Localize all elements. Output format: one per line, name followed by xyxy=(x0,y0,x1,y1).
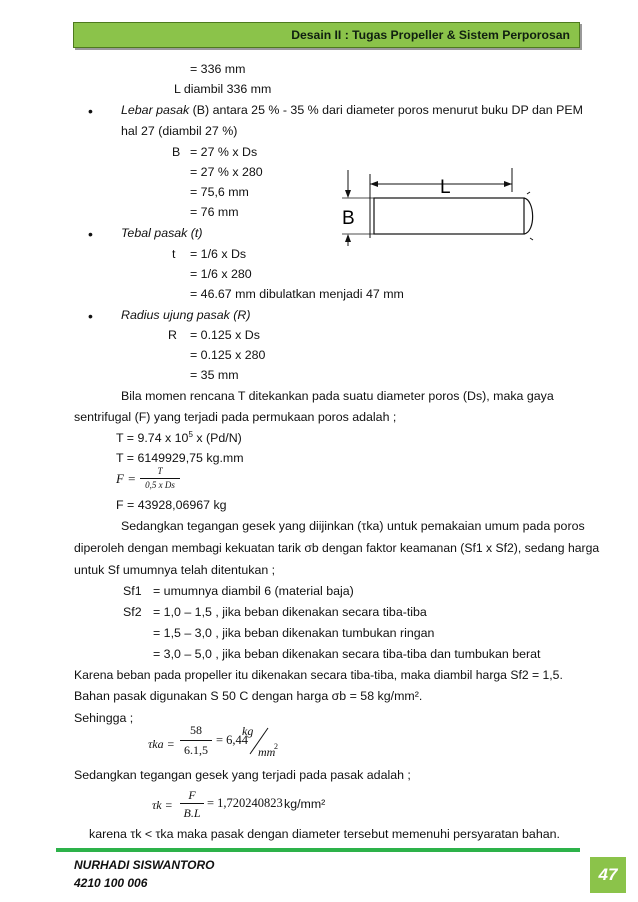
formula-tka-label: τka = xyxy=(148,737,175,751)
formula-tk-numerator: F xyxy=(188,788,196,802)
text-line: = 1/6 x Ds xyxy=(190,247,247,261)
text-line: T = 6149929,75 kg.mm xyxy=(116,451,244,465)
text-line: = 75,6 mm xyxy=(190,185,249,199)
formula-tk-unit: kg/mm² xyxy=(284,797,326,811)
label: Sf1 xyxy=(123,584,142,598)
page-header xyxy=(73,22,580,48)
page-number: 47 xyxy=(598,865,618,884)
text-line: = umumnya diambil 6 (material baja) xyxy=(153,584,354,598)
formula-f-numerator: T xyxy=(157,466,163,476)
formula-f-denominator: 0,5 x Ds xyxy=(145,480,175,490)
key-diagram xyxy=(330,160,545,250)
text-line: Lebar pasak (B) antara 25 % - 35 % dari diameter poros menurut buku DP dan PEM xyxy=(121,103,583,117)
formula-tka-numerator: 58 xyxy=(190,723,202,737)
text-line: = 1,5 – 3,0 , jika beban dikenakan tumbukan ringan xyxy=(153,626,435,640)
text-line: = 76 mm xyxy=(190,205,239,219)
label: B xyxy=(172,145,181,159)
text-line: Bila momen rencana T ditekankan pada suatu diameter poros (Ds), maka gaya xyxy=(121,389,554,403)
fraction-line xyxy=(140,478,180,479)
text-line: sentrifugal (F) yang terjadi pada permukaan poros adalah ; xyxy=(74,410,397,424)
author-id: 4210 100 006 xyxy=(74,876,148,890)
text-line: = 0.125 x Ds xyxy=(190,328,260,342)
text-line: Bahan pasak digunakan S 50 C dengan harga σb = 58 kg/mm². xyxy=(74,689,423,703)
text-line: Radius ujung pasak (R) xyxy=(121,308,251,322)
fraction-line xyxy=(180,740,212,741)
text-line: = 35 mm xyxy=(190,368,239,382)
text-line: = 27 % x 280 xyxy=(190,165,263,179)
text-line: hal 27 (diambil 27 %) xyxy=(121,124,238,138)
text-line: Karena beban pada propeller itu dikenakan secara tiba-tiba, maka diambil harga Sf2 = 1,5. xyxy=(74,668,563,682)
formula-tk-denominator: B.L xyxy=(183,806,201,820)
label: Sf2 xyxy=(123,605,142,619)
bullet-icon: • xyxy=(88,308,93,324)
text-line: Sedangkan tegangan gesek yang diijinkan (τka) untuk pemakaian umum pada poros xyxy=(121,519,585,533)
text-line: F = 43928,06967 kg xyxy=(116,498,227,512)
fraction-line xyxy=(180,803,204,804)
text-line: untuk Sf umumnya telah ditentukan ; xyxy=(74,563,276,577)
formula-f-label: F = xyxy=(116,471,136,486)
text-line: = 3,0 – 5,0 , jika beban dikenakan secara tiba-tiba dan tumbukan berat xyxy=(153,647,541,661)
text-line: = 0.125 x 280 xyxy=(190,348,266,362)
text-line: karena τk < τka maka pasak dengan diameter tersebut memenuhi persyaratan bahan. xyxy=(89,827,560,841)
formula-tka-denominator: 6.1,5 xyxy=(184,743,208,757)
text-line: = 27 % x Ds xyxy=(190,145,258,159)
text-line: = 336 mm xyxy=(190,62,246,76)
text-line: = 1/6 x 280 xyxy=(190,267,252,281)
formula-tk-result: = 1,720240823 xyxy=(207,796,283,810)
diagram-label-b: B xyxy=(342,208,355,229)
text-line: = 1,0 – 1,5 , jika beban dikenakan secara tiba-tiba xyxy=(153,605,427,619)
page-number-badge xyxy=(590,857,626,893)
formula-tk-label: τk = xyxy=(152,798,173,812)
text-line: Tebal pasak (t) xyxy=(121,226,203,240)
text-line: T = 9.74 x $10^5$ x (Pd/N) xyxy=(116,429,242,445)
footer-rule xyxy=(56,848,580,852)
label: R xyxy=(168,328,177,342)
formula-tka-result: = 6,44 xyxy=(216,733,249,747)
formula-tka-unit-bottom: mm xyxy=(258,745,276,759)
text-line: Sedangkan tegangan gesek yang terjadi pada pasak adalah ; xyxy=(74,768,411,782)
text-line: L diambil 336 mm xyxy=(174,82,272,96)
diagram-label-l: L xyxy=(440,177,451,198)
author-name: NURHADI SISWANTORO xyxy=(74,858,215,872)
formula-tka-power: 2 xyxy=(274,742,278,751)
bullet-icon: • xyxy=(88,103,93,119)
formula-tka-unit-top: kg xyxy=(242,724,254,738)
label: t xyxy=(172,247,176,261)
text-line: diperoleh dengan membagi kekuatan tarik σb dengan faktor keamanan (Sf1 x Sf2), sedang harga xyxy=(74,541,600,555)
text-line: = 46.67 mm dibulatkan menjadi 47 mm xyxy=(190,287,404,301)
header-title: Desain II : Tugas Propeller & Sistem Perporosan xyxy=(291,28,570,42)
bullet-icon: • xyxy=(88,226,93,242)
text-line: Sehingga ; xyxy=(74,711,134,725)
